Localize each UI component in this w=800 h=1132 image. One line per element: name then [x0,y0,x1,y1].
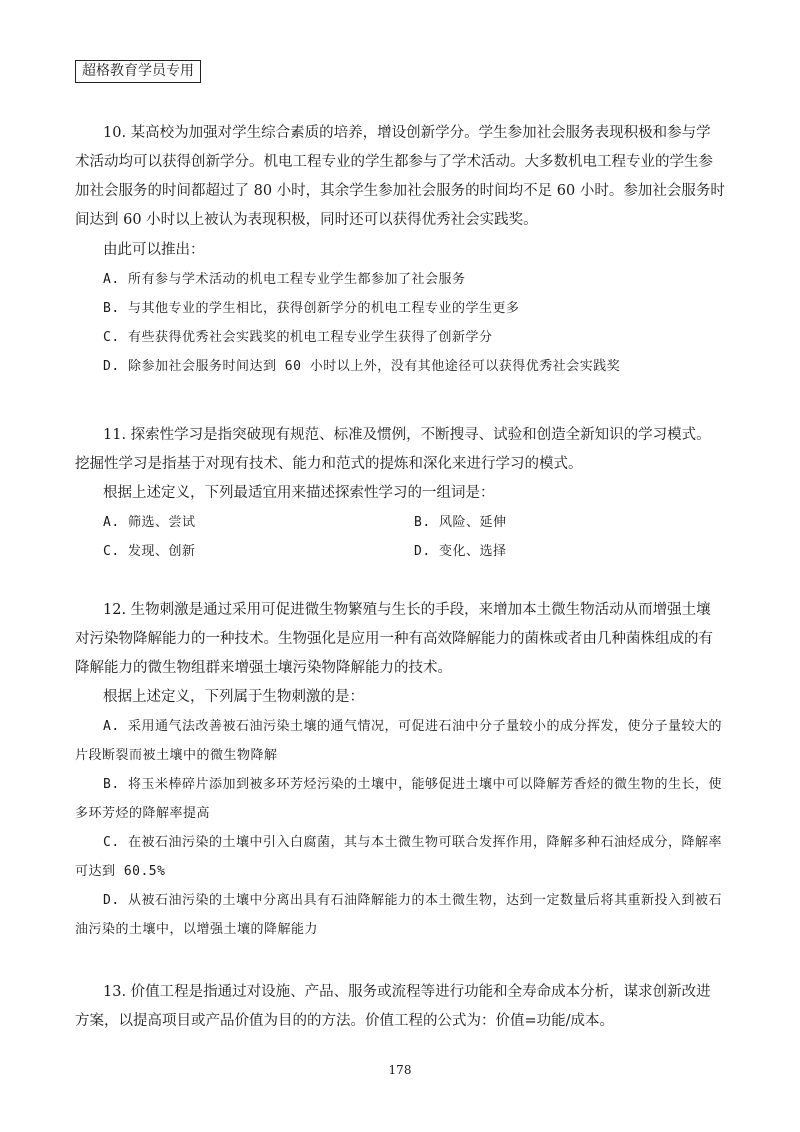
question-11-options [103,508,725,566]
question-12-option-a: A. 采用通气法改善被石油污染土壤的通气情况，可促进石油中分子量较小的成分挥发，使分子量较大的片段断裂而被土壤中的微生物降解 [75,719,722,763]
question-12-option-c: C. 在被石油污染的土壤中引入白腐菌，其与本土微生物可联合发挥作用，降解多种石油烃成分，降解率可达到 60.5% [75,835,722,879]
question-11-stem: 11. 探索性学习是指突破现有规范、标准及惯例，不断搜寻、试验和创造全新知识的学习模式。挖掘性学习是指基于对现有技术、能力和范式的提炼和深化来进行学习的模式。 [75,427,711,472]
question-11-option-b: B. 风险、延伸 [414,515,507,530]
question-11-option-a: A. 筛选、尝试 [103,515,196,530]
question-10-option-b: B. 与其他专业的学生相比，获得创新学分的机电工程专业的学生更多 [103,301,520,316]
header-label: 超格教育学员专用 [75,60,201,83]
question-13-stem: 13. 价值工程是指通过对设施、产品、服务或流程等进行功能和全寿命成本分析，谋求创新改进方案，以提高项目或产品价值为目的的方法。价值工程的公式为：价值=功能/成本。 [75,984,711,1029]
question-11 [75,421,725,566]
question-11-option-d: D. 变化、选择 [414,544,507,559]
question-12 [75,596,725,944]
question-13 [75,978,725,1036]
question-10 [75,119,725,381]
question-11-lead: 根据上述定义，下列最适宜用来描述探索性学习的一组词是： [103,485,495,501]
question-10-stem: 10. 某高校为加强对学生综合素质的培养，增设创新学分。学生参加社会服务表现积极和参与学术活动均可以获得创新学分。机电工程专业的学生都参与了学术活动。大多数机电工程专业的学生参加社会服务的时间都超过了 80 小时，其余学生参加社会服务的时间均不足 60 小时。参加社会服务时间达到 60 小时以上被认为表现积极，同时还可以获得优秀社会实践奖。 [75,125,725,228]
page-number: 178 [388,1063,412,1077]
question-10-option-a: A. 所有参与学术活动的机电工程专业学生都参加了社会服务 [103,272,466,287]
question-12-lead: 根据上述定义，下列属于生物刺激的是： [103,689,364,705]
question-11-option-c: C. 发现、创新 [103,544,196,559]
question-12-stem: 12. 生物刺激是通过采用可促进微生物繁殖与生长的手段，来增加本土微生物活动从而增强土壤对污染物降解能力的一种技术。生物强化是应用一种有高效降解能力的菌株或者由几种菌株组成的有降解能力的微生物组群来增强土壤污染物降解能力的技术。 [75,602,713,676]
question-10-option-d: D. 除参加社会服务时间达到 60 小时以上外，没有其他途径可以获得优秀社会实践奖 [103,359,621,374]
question-10-option-c: C. 有些获得优秀社会实践奖的机电工程专业学生获得了创新学分 [103,330,493,345]
question-10-lead: 由此可以推出： [103,242,205,258]
question-12-option-d: D. 从被石油污染的土壤中分离出具有石油降解能力的本土微生物，达到一定数量后将其重新投入到被石油污染的土壤中，以增强土壤的降解能力 [75,893,722,937]
question-12-option-b: B. 将玉米棒碎片添加到被多环芳烃污染的土壤中，能够促进土壤中可以降解芳香烃的微生物的生长，使多环芳烃的降解率提高 [75,777,722,821]
